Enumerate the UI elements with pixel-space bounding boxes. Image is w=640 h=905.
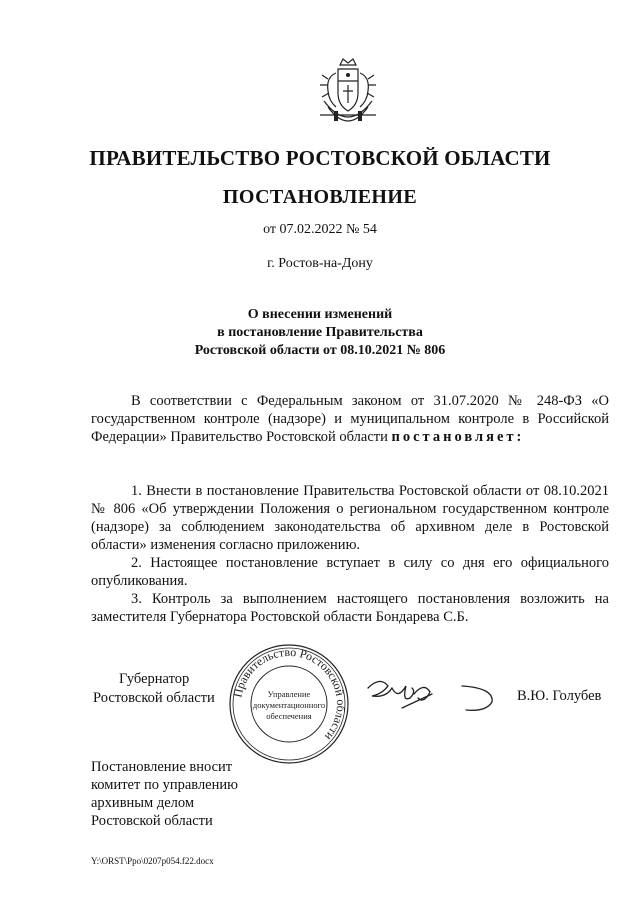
- document-type: ПОСТАНОВЛЕНИЕ: [222, 186, 418, 208]
- stamp-center-line-2: документационного: [252, 700, 326, 710]
- position-line-2: Ростовской области: [93, 690, 215, 706]
- official-stamp: [228, 643, 350, 765]
- signatory-position: [93, 670, 215, 708]
- submitter-line-4: Ростовской области: [91, 813, 213, 829]
- coat-of-arms-icon: [316, 55, 380, 127]
- resolution-items: [91, 482, 609, 626]
- file-path: Y:\ORST\Ppo\0207p054.f22.docx: [91, 856, 214, 866]
- subject-line-1: О внесении изменений: [247, 307, 393, 322]
- subject-line-2: в постановление Правительства: [217, 325, 423, 340]
- submitter-line-2: комитет по управлению: [91, 777, 238, 793]
- city: г. Ростов-на-Дону: [267, 256, 373, 271]
- stamp-center-line-3: обеспечения: [266, 711, 312, 721]
- resolves-word: постановляет:: [391, 429, 525, 445]
- submitter-line-3: архивным делом: [91, 795, 195, 811]
- position-line-1: Губернатор: [119, 671, 190, 687]
- submitter-block: [91, 758, 238, 830]
- subject-line-3: Ростовской области от 08.10.2021 № 806: [194, 343, 446, 358]
- stamp-center-line-1: Управление: [267, 689, 311, 699]
- government-title: ПРАВИТЕЛЬСТВО РОСТОВСКОЙ ОБЛАСТИ: [89, 146, 551, 170]
- signatory-name: В.Ю. Голубев: [517, 688, 602, 704]
- item-1: 1. Внести в постановление Правительства Ростовской области от 08.10.2021 № 806 «Об утверждении Положения о региональном государственном контроле (надзоре) за соблюдением законодательства об архивном деле в Ростовской области» изменения согласно приложению.: [91, 483, 609, 553]
- date-number: от 07.02.2022 № 54: [263, 222, 377, 237]
- preamble-text: В соответствии с Федеральным законом от 31.07.2020 № 248-ФЗ «О государственном контроле (надзоре) и муниципальном контроле в Российской Федерации» Правительство Ростовской области: [91, 393, 609, 445]
- item-2: 2. Настоящее постановление вступает в силу со дня его официального опубликования.: [91, 555, 609, 589]
- stamp-ring-text: Правительство Ростовской области: [230, 644, 349, 744]
- document-subject: [0, 306, 640, 360]
- submitter-line-1: Постановление вносит: [91, 759, 233, 775]
- handwritten-signature: [362, 668, 502, 724]
- item-3: 3. Контроль за выполнением настоящего постановления возложить на заместителя Губернатора Ростовской области Бондарева С.Б.: [91, 591, 609, 625]
- preamble: [91, 392, 609, 446]
